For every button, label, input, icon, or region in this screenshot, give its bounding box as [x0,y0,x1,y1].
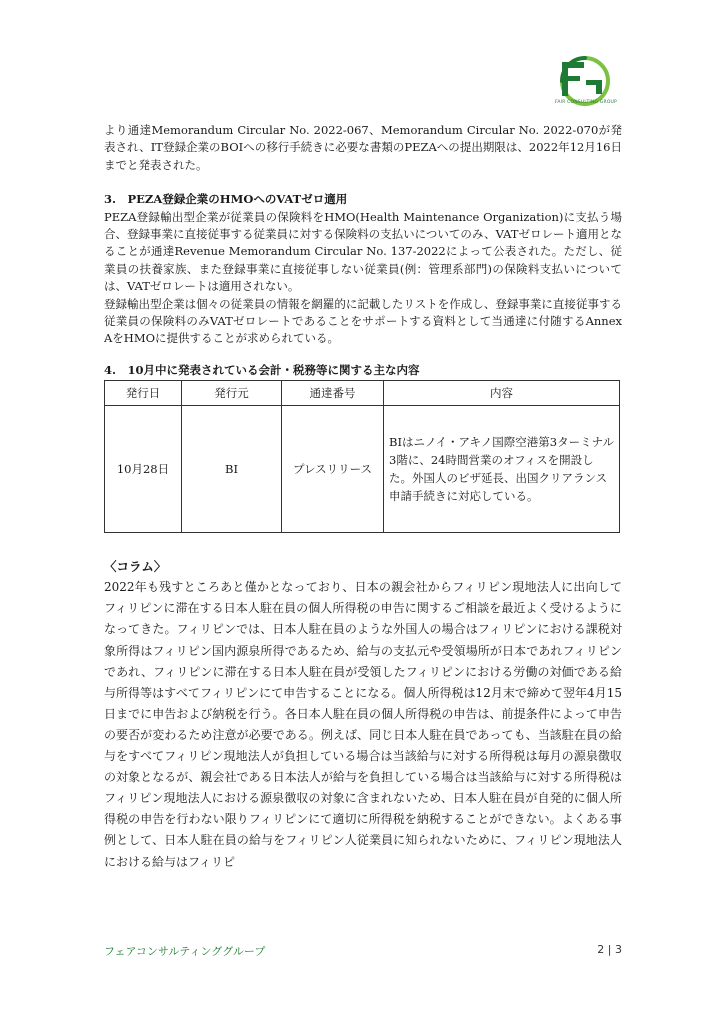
section-3-heading: 3. PEZA登録企業のHMOへのVATゼロ適用 [104,192,348,207]
intro-paragraph: より通達Memorandum Circular No. 2022-067、Memorandum Circular No. 2022-070が発表され、IT登録企業のBOIへの移行手続きに必要な書類のPEZAへの提出期限は、2022年12月16日までと発表された。 [104,123,622,172]
logo-caption: FAIR CONSULTING GROUP [555,100,617,105]
cell-content: BIはニノイ・アキノ国際空港第3ターミナル3階に、24時間営業のオフィスを開設した。外国人のビザ延長、出国クリアランス申請手続きに対応している。 [384,406,620,533]
notices-table [104,380,620,533]
cell-issuer: BI [182,406,282,533]
column-title: 〈コラム〉 [104,559,167,575]
section-4-heading: 4. 10月中に発表されている会計・税務等に関する主な内容 [104,362,420,377]
section-3-paragraph-2: 登録輸出型企業は個々の従業員の情報を網羅的に記載したリストを作成し、登録事業に直接従事する従業員の保険料のみVATゼロレートであることをサポートする資料として当通達に付随するAnnex AをHMOに提供することが求められている。 [104,296,622,346]
column-header-issuer: 発行元 [182,381,282,406]
page-number: 2 | 3 [597,943,622,956]
column-header-content: 内容 [384,381,620,406]
section-3-paragraph-1: PEZA登録輸出型企業が従業員の保険料をHMO(Health Maintenance Organization)に支払う場合、登録事業に直接従事する従業員に対する保険料の支払いについてのみ、VATゼロレート適用となることが通達Revenue Memorandum Circular No. 137-2022によって公表された。ただし、従業員の扶養家族、また登録事業に直接従事しない従業員(例：管理系部門)の保険料支払いについては、VATゼロレートは適用されない。 [104,209,622,294]
document-body [104,122,622,873]
footer-company-name: フェアコンサルティンググループ [104,945,266,958]
column-header-date: 発行日 [105,381,182,406]
column-header-number: 通達番号 [282,381,384,406]
cell-date: 10月28日 [105,406,182,533]
column-body: 2022年も残すところあと僅かとなっており、日本の親会社からフィリピン現地法人に出向してフィリピンに滞在する日本人駐在員の個人所得税の申告に関するご相談を最近よく受けるようになってきた。フィリピンでは、日本人駐在員のような外国人の場合はフィリピンにおける課税対象所得はフィリピン国内源泉所得であるため、給与の支払元や受領場所が日本であれフィリピンであれ、フィリピンに滞在する日本人駐在員が受領したフィリピンにおける労働の対価である給与所得等はすべてフィリピンにて申告することになる。個人所得税は12月末で締めて翌年4月15日までに申告および納税を行う。各日本人駐在員の個人所得税の申告は、前提条件によって申告の要否が変わるため注意が必要である。例えば、同じ日本人駐在員であっても、当該駐在員の給与をすべてフィリピン現地法人が負担している場合は当該給与に対する所得税は毎月の源泉徴収の対象となるが、親会社である日本法人が給与を負担している場合は当該給与に対する所得税はフィリピン現地法人における源泉徴収の対象に含まれないため、日本人駐在員が自発的に個人所得税の申告を行わない限りフィリピンにて適切に所得税を納税することができない。よくある事例として、日本人駐在員の給与をフィリピン人従業員に知られないために、フィリピン現地法人における給与はフィリピ [104,580,622,869]
table-row [105,406,620,533]
table-header-row [105,381,620,406]
cell-number: プレスリリース [282,406,384,533]
